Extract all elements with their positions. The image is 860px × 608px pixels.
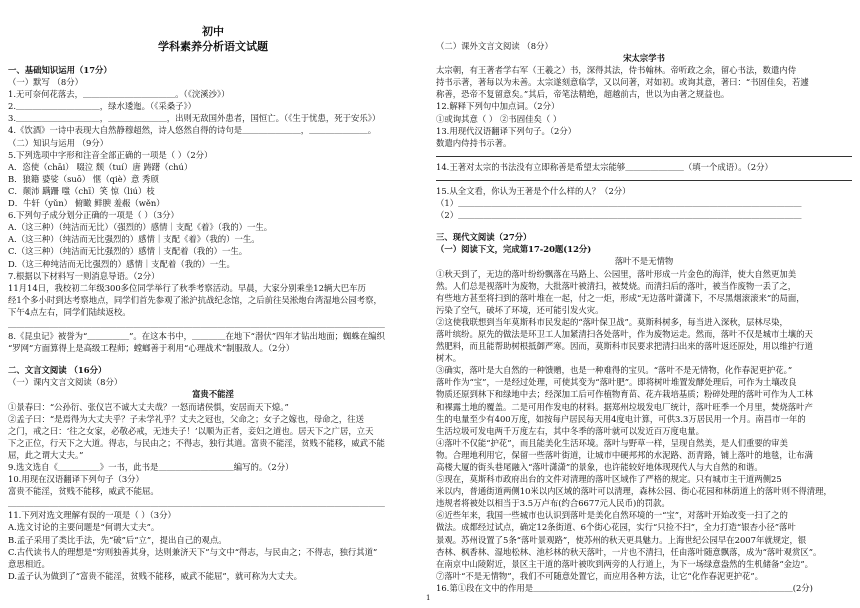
left-line: B.孟子采用了类比手法，先“破”后“立”，提出自己的观点。 (8, 534, 227, 545)
right-line: （二）课外文言文阅读 （8分） (436, 41, 553, 51)
left-line: C.古代读书人的理想是“穷则独善其身，达则兼济天下”与文中“得志，与民由之；不得志，独行其道” (8, 546, 378, 557)
right-line: 树木。 (436, 353, 462, 364)
right-line: 有些地方甚至将扫到的落叶堆在一起，付之一炬，形成“无边落叶潇潇下，不尽黑烟滚滚来”的局面， (436, 292, 805, 303)
left-line: “罗网”方面算得上是高级工程师；螳螂善于利用“心理战术”制服敌人。（2分） (8, 343, 295, 354)
right-line: （2）＿＿＿＿＿＿＿＿＿＿＿＿＿＿＿＿＿＿＿＿＿＿＿＿＿＿＿＿＿＿＿＿＿＿＿＿＿＿＿＿＿ (436, 210, 802, 221)
right-line: 三、现代文阅读（27分） (436, 232, 532, 243)
left-line: （二）知识与运用 （9分） (8, 137, 109, 148)
right-line: ②这使我联想到当年莫斯科市民发起的“落叶保卫战”。莫斯科树多，每当进入深秋，层林尽染， (436, 316, 788, 327)
left-line: 屈，此之谓大丈夫。” (8, 449, 84, 460)
right-line: ⑦落叶“不是无情物”，我们不可随意处置它，而应用各种方法，让它“化作春泥更护花”。 (436, 570, 763, 581)
left-line (8, 54, 418, 64)
left-line: A．恣使（chāi） 啜泣 颓（tuí）唐 踌躇（chú） (8, 161, 193, 172)
left-line: C．颠沛 蹒跚 嗤（chī）笑 惊（liú）枝 (8, 185, 155, 196)
title-level: 初中 (202, 25, 224, 38)
page-number: 1 (426, 594, 431, 602)
left-line: 一、基础知识运用（17分） (8, 65, 112, 75)
right-line: 宋太宗学书 (623, 53, 665, 64)
left-line: 1.无可奈何花落去，＿＿＿＿＿＿＿＿＿＿＿。（《浣溪沙》） (8, 89, 230, 100)
left-line: ＿＿＿＿＿＿＿＿＿＿＿＿＿＿＿＿＿＿＿＿＿＿＿＿＿＿＿＿＿＿＿＿＿＿＿＿＿＿＿＿＿＿＿＿＿ (8, 318, 385, 329)
left-line: 意思相近。 (8, 558, 50, 569)
left-line: ＿＿＿＿＿＿＿＿＿＿＿＿＿＿＿＿＿＿＿＿＿＿＿＿＿＿＿＿＿＿＿＿＿＿＿＿＿＿＿＿＿＿＿＿＿ (8, 498, 385, 509)
left-line: 下之正位，行天下之大道。得志，与民由之；不得志，独行其道。富贵不能淫，贫贱不能移，威武不能 (8, 437, 385, 448)
left-line: 11月14日，我校初二年级300多位同学举行了秋季考察活动。早晨，大家分别乘坐12辆大巴车历 (8, 282, 366, 293)
right-line: 12.解释下列句中加点词。（2分） (436, 101, 560, 112)
right-line: 持书示著，著每以为未善。太宗遂刻意临学，又以问著，对如初。或询其意，著曰：“书固佳矣，若遽 (436, 77, 809, 88)
left-line: B．狼籍 婆娑（suō） 惬（qiè）意 秀颀 (8, 173, 159, 184)
right-line: 物质还原到林下和绿地中去；经深加工后可作植物育苗、花卉栽培基质；粉碎处理的落叶可作为人工林 (436, 389, 813, 400)
right-line: 落叶作为“宝”，一是经过处理，可使其变为“落叶肥”。即将树叶堆置发酵处理后，可作为土壤改良 (436, 377, 797, 388)
right-line: 15.从全文看，你认为王著是个什么样的人？（2分） (436, 185, 631, 196)
right-line: 米以内，普通街道两侧10米以内区域的落叶可以清理，森林公园、街心花园和林荫道上的落叶则不得清理， (436, 486, 832, 497)
right-answer-rule (436, 149, 852, 157)
left-line: 之门，戒之曰：‘往之女家，必敬必戒，无违夫子！’以顺为正者，妾妇之道也。居天下之广居，立天 (8, 425, 374, 436)
left-line (8, 354, 418, 364)
left-line: 9.选文选自《＿＿＿＿＿》一书，此书是＿＿＿＿＿＿＿＿＿编写的。（2分） (8, 462, 294, 472)
right-line: 然。人们总是视落叶为废物，大批落叶被清扫，被焚烧。而清扫后的落叶，被当作废物一丢了之， (436, 280, 797, 291)
left-content (8, 54, 418, 582)
left-line: 富贵不能淫，贫贱不能移，威武不能屈。 (8, 486, 159, 497)
right-line: 生活垃圾可发电两千万度左右，其中冬季的落叶就可以发近百万度电量。 (436, 425, 704, 436)
right-column (436, 0, 852, 608)
left-line: 4.《饮酒》一诗中表现大自然静穆超然，诗人悠然自得的诗句是＿＿＿＿＿＿＿，＿＿＿＿＿＿＿。 (8, 125, 377, 136)
right-line: ④落叶不仅能“护花”，而且能美化生活环境。落叶与野草一样，呈现自然美，是人们重要的审美 (436, 437, 788, 448)
right-line: 然肥料，而且能帮助树根抵御严寒。因而，莫斯科市民要求把清扫出来的落叶返还原处，用以维护行道 (436, 341, 813, 352)
left-line: A.（这三种）（纯洁而无比）（强烈的）感情｜支配《着》（我的）一生。 (8, 222, 273, 233)
left-line: ②孟子曰：“是焉得为大丈夫乎？子未学礼乎？丈夫之冠也，父命之；女子之嫁也，母命之，往送 (8, 413, 365, 424)
left-line: （一）课内文言文阅读（8分） (8, 377, 123, 388)
right-content (436, 40, 852, 594)
right-line: ⑥近些年来，我国一些城市也认识到落叶是美化自然环境的一“宝”，对落叶开始改变一扫了之的 (436, 510, 788, 521)
left-line: D.（这三种纯洁而无比强烈的）感情｜支配着（我的）一生。 (8, 258, 235, 269)
left-line: 经1个多小时到达考察地点，同学们首先参观了淞沪抗战纪念馆，之后前往吴淞炮台湾湿地公园考察， (8, 294, 382, 305)
right-line: 景观。苏州设置了5条“落叶景观路”，使苏州的秋天更具魅力。上海世纪公园早在2007年就规定，银 (436, 534, 807, 545)
left-line: 3.＿＿＿＿＿＿＿＿＿＿，＿＿＿＿＿＿＿，出则无敌国外患者，国恒亡。（《生于忧患，死于安乐》） (8, 113, 381, 124)
right-line: 14.王著对太宗的书法没有立即称善是希望太宗能够＿＿＿＿＿＿＿（填一个成语）。（2分） (436, 161, 773, 172)
right-line: 生的电量至少有400万度，如按每户居民每天用4度电计算，可供3.3万居民用一个月。南昌市一年的 (436, 413, 806, 424)
left-line: ①景春曰：“公孙衍、张仪岂不诚大丈夫哉？一怒而诸侯惧，安居而天下熄。” (8, 401, 289, 412)
right-line: 高楼大厦的街头巷尾融入“落叶潇潇”的景象，也许能较好地体现现代人与大自然的和谐。 (436, 462, 763, 472)
title-main: 学科素养分析语文试题 (158, 40, 268, 53)
left-line: 2.＿＿＿＿＿＿＿＿＿＿，绿水逶迤。（《采桑子》） (8, 101, 197, 112)
right-line: 数遣内侍持书示著。 (436, 137, 512, 148)
left-line: 富贵不能淫 (192, 389, 234, 400)
right-line: 违规者将被处以相当于3.5万卢布(约合6677元人民币)的罚款。 (436, 498, 670, 509)
right-line (436, 221, 852, 231)
right-line: 落叶不是无情物 (614, 256, 674, 267)
left-line: 11.下列对选文理解有误的一项是（ ）（3分） (8, 510, 176, 521)
left-line: D．牛轩（yǔn） 俯瞰 鲜腴 羞赧（wěn） (8, 198, 165, 209)
right-line: 物。合理地利用它，保留一些落叶街道，让城市中硬邦邦的水泥路、沥青路，铺上落叶的地毯，让布满 (436, 449, 813, 460)
right-line: 做法。成都经过试点，确定12条街道、6个街心花园，实行“只捡不扫”，全力打造“银杏小径”落叶 (436, 522, 796, 533)
right-line: 落叶缤纷。原先的做法是环卫工人加紧清扫各处落叶，作为废物运走。然而，落叶不仅是城市土壤的天 (436, 328, 813, 339)
right-line: ⑤现在，莫斯科市政府出台的文件对清理的落叶区域作了严格的规定。只有城市主干道两侧25 (436, 474, 782, 485)
right-line: 太宗朝，有王著者学右军（王羲之）书，深得其法，侍书翰林。帝听政之余，留心书法，数遣内侍 (436, 65, 797, 76)
left-line: A.选文讨论的主要问题是“何谓大丈夫”。 (8, 522, 160, 533)
right-line: ③确实，落叶是大自然的一种馈赠，也是一种难得的宝贝。“落叶不是无情物，化作春泥更护花。” (436, 365, 793, 376)
right-line: 污染了空气，破坏了环境，还可能引发火灾。 (436, 304, 604, 315)
left-line: C.（这三种）（纯洁而无比强烈的）感情｜支配着（我的）一生。 (8, 246, 248, 257)
right-line: ①秋天到了，无边的落叶纷纷飘落在马路上、公园里，落叶形成一片金色的海洋，使大自然更加美 (436, 268, 797, 279)
right-line: 在南京中山陵附近，景区主干道的落叶被吹到两旁的人行道上，为下一场绿意盎然的生机储备“金边”。 (436, 558, 814, 569)
left-line: A.（这三种）（纯洁而无比强烈的）感情｜支配《着》（我的）一生。 (8, 234, 260, 245)
right-line: 称善，恐帝不复留意矣。”其后，帝笔法精绝，超越前古，世以为由著之规益也。 (436, 89, 730, 100)
right-line: （一）阅读下文，完成第17-20题(12分) (436, 244, 592, 255)
right-line: （1）＿＿＿＿＿＿＿＿＿＿＿＿＿＿＿＿＿＿＿＿＿＿＿＿＿＿＿＿＿＿＿＿＿＿＿＿＿＿＿＿＿ (436, 198, 802, 209)
left-line: （一）默写 （8分） (8, 77, 83, 88)
left-line: 5.下列选项中字形和注音全部正确的一项是（ ）（2分） (8, 149, 213, 160)
right-line: 杏林、枫香林、湿地松林、池杉林的秋天落叶，一片也不清扫，任由落叶随意飘落，成为“落叶观赏区”。 (436, 546, 822, 557)
left-line: 6.下列句子成分划分正确的一项是（ ）（3分） (8, 210, 179, 221)
left-line: 8.《昆虫记》被誉为“＿＿＿＿＿”。在这本书中，＿＿＿＿在地下“潜伏”四年才钻出地面；蜘蛛在编织 (8, 331, 385, 342)
left-line: 10.用现在汉语翻译下列句子（3分） (8, 474, 144, 485)
right-line: 13.用现代汉语翻译下列句子。（2分） (436, 125, 577, 136)
right-line: 16.第①段在文中的作用是＿＿＿＿＿＿＿＿＿＿＿＿＿＿＿＿＿＿＿＿＿＿＿＿＿＿＿＿＿＿＿(2分) (436, 582, 813, 593)
left-line: 7.根据以下材料写一则消息导语。（2分） (8, 270, 160, 281)
right-line: 和裸露土地的覆盖。二是可用作发电的材料。据郑州垃圾发电厂统计，落叶旺季一个月里，焚烧落叶产 (436, 401, 813, 412)
left-column (8, 0, 418, 608)
right-answer-rule (436, 173, 852, 181)
right-line: ①或询其意（ ） ②书固佳矣（ ） (436, 113, 562, 124)
left-line: D.孟子认为做到了“富贵不能淫，贫贱不能移，威武不能屈”，就可称为大丈夫。 (8, 570, 303, 581)
left-line: 下午4点左右，同学们陆续返校。 (8, 306, 131, 317)
left-line: 二、文言文阅读 （16分） (8, 365, 107, 376)
